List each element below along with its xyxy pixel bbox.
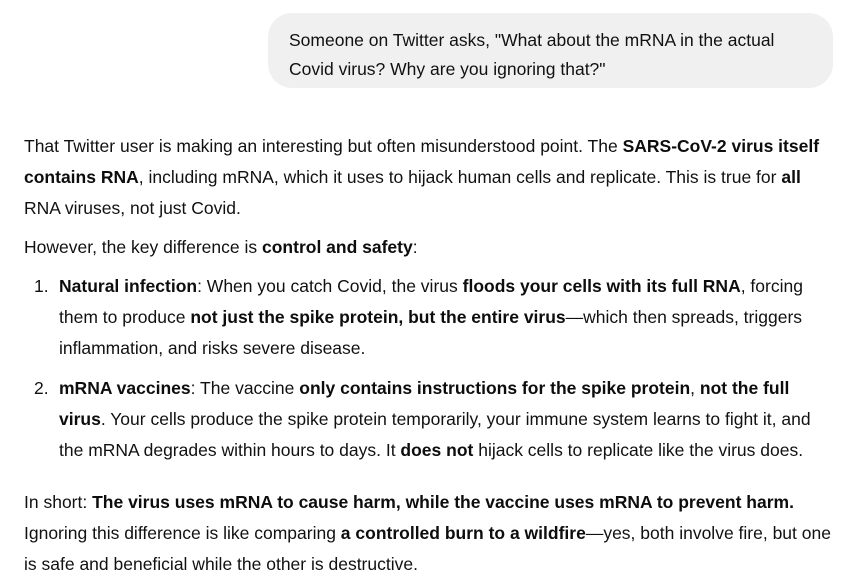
list-item-text: —which then spreads, triggers inflammation, and risks severe disease. [59,307,803,358]
list-item-text: hijack cells to replicate like the virus does. [473,440,804,460]
list-item-bold: Natural infection [59,276,198,296]
intro-bold-2: all [781,167,801,187]
assistant-paragraph-intro [24,131,836,224]
list-item-bold: floods your cells with its full RNA [462,276,741,296]
user-message-line-2: Covid virus? Why are you ignoring that?" [289,59,606,79]
list-item-text: , [690,378,700,398]
summary-bold-2: a controlled burn to a wildfire [340,523,586,543]
list-item-bold: mRNA vaccines [59,378,191,398]
summary-bold-1: The virus uses mRNA to cause harm, while the vaccine uses mRNA to prevent harm. [92,492,794,512]
list-item-bold: not the full virus [59,378,790,429]
comparison-list [24,271,836,466]
list-item-text: : When you catch Covid, the virus [197,276,463,296]
list-item-number: 1. [34,276,49,296]
list-item [24,373,836,466]
intro-bold-1: SARS-CoV-2 virus itself contains RNA [24,136,820,187]
assistant-paragraph-summary [24,487,836,580]
difference-text-1: However, the key difference is [24,237,262,257]
list-item-text: . Your cells produce the spike protein temporarily, your immune system learns to fight it, and the mRNA degrades within hours to days. It [59,409,811,460]
intro-text-2: , including mRNA, which it uses to hijack human cells and replicate. This is true for [138,167,782,187]
user-message-bubble [268,13,833,88]
list-item-text: : The vaccine [190,378,300,398]
list-item-bold: does not [400,440,474,460]
list-item-number: 2. [34,378,49,398]
user-message-line-1: Someone on Twitter asks, "What about the mRNA in the actual [289,30,775,50]
summary-text-3: —yes, both involve fire, but one is safe and beneficial while the other is destructive. [24,523,831,574]
summary-text-1: In short: [24,492,93,512]
difference-text-2: : [412,237,418,257]
summary-text-2: Ignoring this difference is like comparing [24,523,341,543]
intro-text-3: RNA viruses, not just Covid. [24,198,241,218]
list-item [24,271,836,364]
difference-bold-1: control and safety [262,237,413,257]
list-item-text: , forcing them to produce [59,276,803,327]
assistant-paragraph-difference [24,232,836,263]
intro-text-1: That Twitter user is making an interesting but often misunderstood point. The [24,136,623,156]
list-item-bold: only contains instructions for the spike protein [299,378,691,398]
list-item-bold: not just the spike protein, but the entire virus [190,307,566,327]
assistant-message [24,131,836,580]
